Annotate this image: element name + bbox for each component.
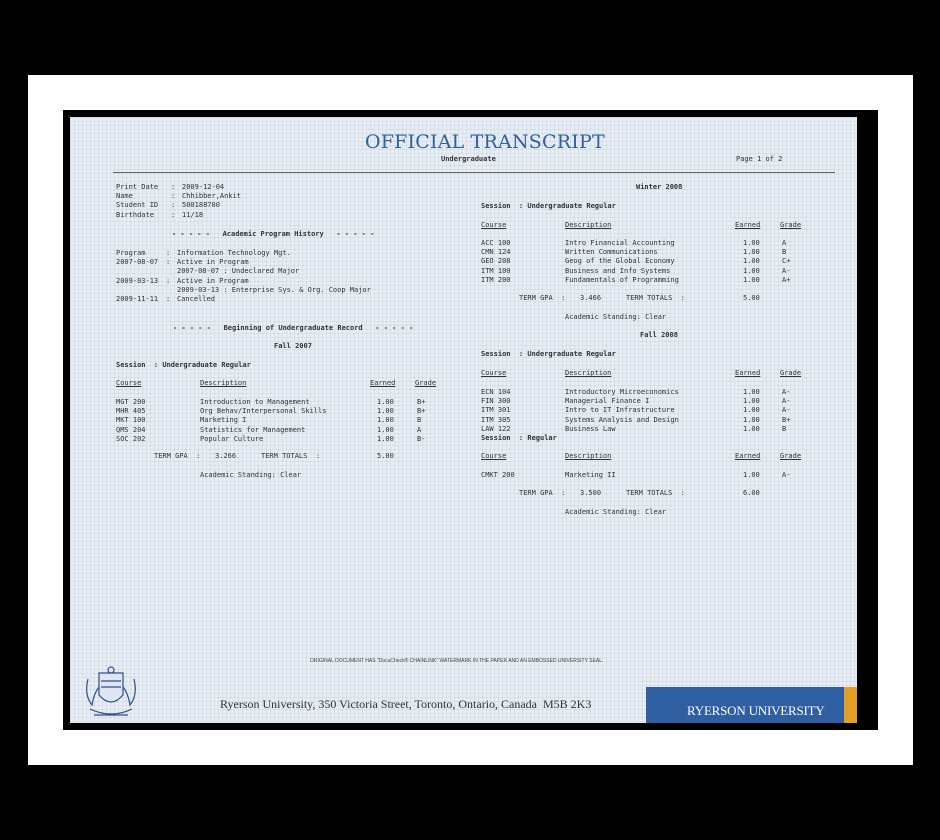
field-label: Name [116,192,133,201]
course-grade: A [417,425,422,434]
term-heading: Fall 2008 [640,331,678,339]
page-number: Page 1 of 2 [736,155,783,163]
term-gpa-value: 3.500 [580,489,602,497]
col-header-grade: Grade [780,221,802,229]
table-row [481,239,841,248]
col-header-earned: Earned [735,452,761,460]
course-description: Fundamentals of Programming [565,275,679,284]
term-totals-value: 5.00 [743,294,760,302]
table-row [481,425,841,434]
student-row [116,183,446,192]
course-grade: B+ [782,415,791,424]
term-totals-value: 5.00 [377,452,394,460]
course-code: LAW 122 [481,424,511,433]
course-code: ITM 301 [481,406,511,415]
table-row [481,416,841,425]
course-grade: A- [782,406,791,415]
history-value: 2007-08-07 : Undeclared Major [177,267,300,276]
col-header-earned: Earned [735,369,761,377]
watermark-note: ORIGINAL DOCUMENT HAS "DocuCheck® CHAINLINK" WATERMARK IN THE PAPER AND AN EMBOSSED UNIVERSITY SEAL. [310,658,604,664]
course-code: CMKT 200 [481,471,515,479]
course-grade: B+ [417,407,426,416]
course-grade: C+ [782,257,791,266]
academic-standing: Academic Standing: Clear [565,508,667,516]
course-grade: A- [782,388,791,396]
program-history-heading: - - - - - Academic Program History - - - - - [172,230,375,238]
table-row [481,406,841,415]
course-code: ACC 100 [481,239,511,247]
field-label: Print Date [116,183,159,191]
course-description: Introductory Microeconomics [565,388,679,396]
col-header-course: Course [481,221,507,229]
course-grade: B [417,416,422,425]
history-row [116,295,446,304]
field-label: Birthdate [116,210,154,219]
left-column [116,183,446,479]
course-code: ITM 100 [481,266,511,275]
course-description: Intro to IT Infrastructure [565,406,675,415]
history-sep: : [166,294,171,303]
course-description: Business and Info Systems [565,266,671,275]
course-code: GEO 208 [481,257,511,266]
brand-wordmark: RYERSON UNIVERSITY [687,703,825,718]
course-earned: 1.00 [743,275,760,284]
col-header-earned: Earned [735,221,761,229]
course-description: Systems Analysis and Design [565,415,679,424]
col-header-grade: Grade [780,369,802,377]
course-description: Marketing I [200,416,247,425]
history-value: Information Technology Mgt. [177,249,291,257]
term-totals-label: TERM TOTALS : [261,452,321,460]
history-value: 2009-03-13 : Enterprise Sys. & Org. Coop Major [177,285,371,294]
course-grade: B [782,424,787,433]
col-header-course: Course [481,452,507,460]
course-table [481,388,841,434]
history-sep: : [166,276,171,285]
course-code: MHR 405 [116,407,146,416]
course-description: Intro Financial Accounting [565,239,675,247]
table-row [481,397,841,406]
student-row [116,201,446,210]
brand-accent-stripe [844,687,857,723]
field-sep: : [171,201,176,210]
history-row [116,267,446,276]
table-row [481,388,841,397]
transcript-subtitle: Undergraduate [441,155,496,163]
course-earned: 1.00 [743,424,760,433]
table-row [481,267,841,276]
col-header-description: Description [565,221,612,229]
course-earned: 1.00 [377,398,394,406]
course-description: Introduction to Management [200,398,310,406]
course-earned: 1.00 [743,397,760,406]
transcript-sheet [70,117,857,723]
course-description: Popular Culture [200,434,264,443]
course-earned: 1.00 [743,239,760,247]
col-header-description: Description [565,452,612,460]
field-sep: : [171,183,176,191]
term-gpa-value: 3.266 [215,452,237,460]
table-row [116,398,446,407]
course-grade: A+ [782,275,791,284]
col-header-description: Description [200,379,247,387]
term-gpa-label: TERM GPA : [519,294,566,302]
student-name-value: Chhibber,Ankit [182,192,242,201]
course-description: Written Communications [565,248,658,257]
student-info [116,183,446,220]
col-header-description: Description [565,369,612,377]
course-grade: B- [417,434,426,443]
program-history [116,249,446,304]
col-header-course: Course [116,379,142,387]
course-earned: 1.00 [743,248,760,257]
field-label: Student ID [116,201,159,210]
academic-standing: Academic Standing: Clear [565,313,667,321]
table-row [116,426,446,435]
history-row [116,249,446,258]
course-code: CMN 124 [481,248,511,257]
course-earned: 1.00 [377,416,394,425]
table-row [481,248,841,257]
course-earned: 1.00 [743,266,760,275]
course-code: MGT 200 [116,398,146,406]
history-row [116,286,446,295]
col-header-course: Course [481,369,507,377]
academic-standing: Academic Standing: Clear [200,471,302,479]
course-description: Managerial Finance I [565,397,650,406]
table-row [116,407,446,416]
field-sep: : [171,210,176,219]
term-gpa-value: 3.466 [580,294,602,302]
course-grade: A [782,239,787,247]
course-grade: A- [782,471,791,479]
course-description: Business Law [565,424,616,433]
session-label: Session : Undergraduate Regular [481,202,616,210]
table-row [481,257,841,266]
course-description: Marketing II [565,471,616,479]
course-code: FIN 300 [481,397,511,406]
history-sep: : [166,258,171,267]
course-code: MKT 100 [116,416,146,425]
course-code: ITM 305 [481,415,511,424]
col-header-grade: Grade [780,452,802,460]
history-sep: : [166,249,171,257]
course-table [116,398,446,444]
history-label: 2007-08-07 [116,258,159,267]
course-earned: 1.00 [377,407,394,416]
history-label: Program [116,249,146,257]
session-label: Session : Undergraduate Regular [116,361,251,369]
course-code: SOC 202 [116,434,146,443]
course-earned: 1.00 [743,406,760,415]
term-totals-label: TERM TOTALS : [626,294,686,302]
course-grade: B [782,248,787,257]
course-table [481,471,841,480]
history-row [116,277,446,286]
course-grade: A- [782,397,791,406]
course-earned: 1.00 [743,471,760,479]
course-earned: 1.00 [743,257,760,266]
course-code: ITM 200 [481,275,511,284]
term-heading: Winter 2008 [636,183,683,191]
course-table [481,239,841,285]
history-row [116,258,446,267]
term-heading: Fall 2007 [274,342,312,350]
course-earned: 1.00 [743,415,760,424]
history-label: 2009-03-13 [116,276,159,285]
table-row [116,435,446,444]
col-header-grade: Grade [415,379,437,387]
table-row [481,276,841,285]
course-earned: 1.00 [377,434,394,443]
print-date-value: 2009-12-04 [182,183,225,191]
history-value: Active in Program [177,276,249,285]
course-description: Statistics for Management [200,425,306,434]
term-totals-label: TERM TOTALS : [626,489,686,497]
course-grade: A- [782,266,791,275]
col-header-earned: Earned [370,379,396,387]
student-row [116,211,446,220]
course-code: ECN 104 [481,388,511,396]
record-heading: - - - - - Beginning of Undergraduate Record - - - - - [173,324,414,332]
history-label: 2009-11-11 [116,294,159,303]
term-totals-value: 6.00 [743,489,760,497]
course-code: QMS 204 [116,425,146,434]
session-label: Session : Undergraduate Regular [481,350,616,358]
birthdate-value: 11/18 [182,210,204,219]
course-earned: 1.00 [743,388,760,396]
course-grade: B+ [417,398,426,406]
student-id-value: 500188700 [182,201,220,210]
table-row [481,471,841,480]
course-earned: 1.00 [377,425,394,434]
history-value: Active in Program [177,258,249,267]
university-crest-icon [80,665,142,723]
transcript-title: OFFICIAL TRANSCRIPT [365,131,605,153]
student-row [116,192,446,201]
session-label: Session : Regular [481,434,557,442]
university-address: Ryerson University, 350 Victoria Street, Toronto, Ontario, Canada M5B 2K3 [220,697,592,711]
term-gpa-label: TERM GPA : [519,489,566,497]
term-gpa-label: TERM GPA : [154,452,201,460]
course-description: Geog of the Global Economy [565,257,675,266]
header-rule [113,172,835,173]
history-value: Cancelled [177,294,215,303]
course-description: Org Behav/Interpersonal Skills [200,407,327,416]
field-sep: : [171,192,176,201]
table-row [116,416,446,425]
